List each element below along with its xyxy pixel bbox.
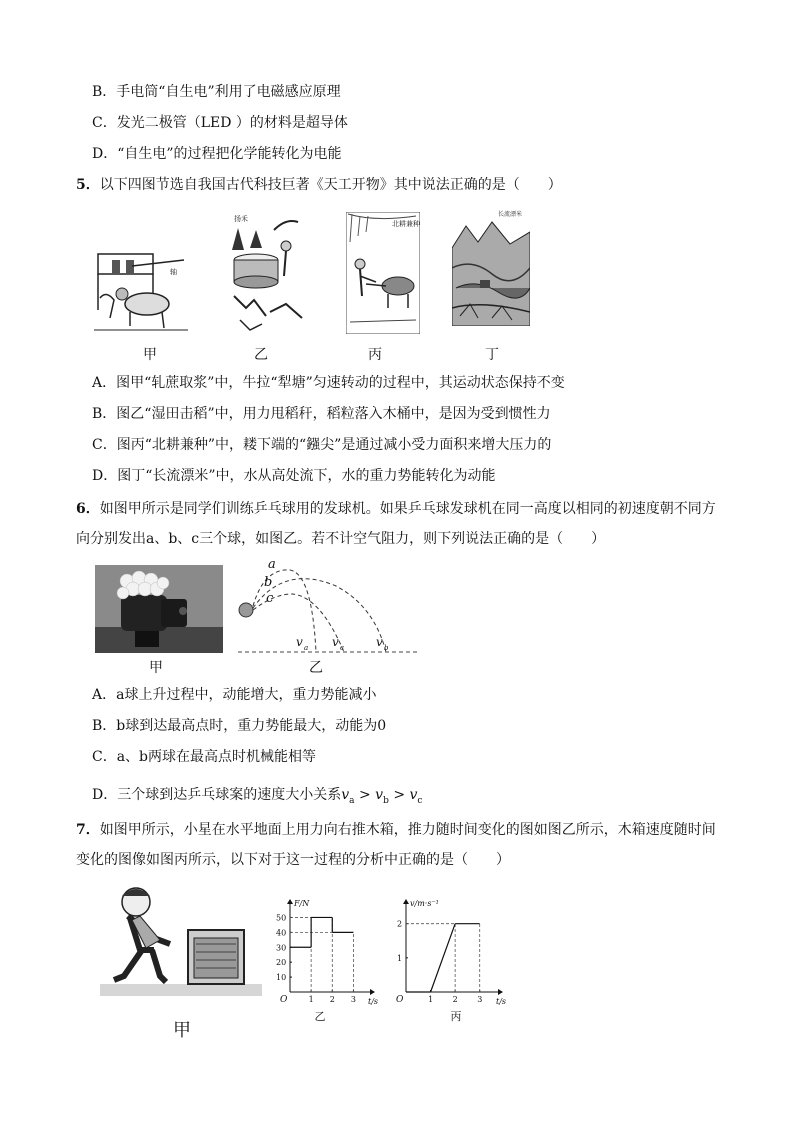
q6-stem-line2: 向分别发出a、b、c三个球，如图乙。若不计空气阻力，则下列说法正确的是（ ） xyxy=(76,531,606,547)
q6-d-op1: > xyxy=(358,787,371,803)
q5-figure-ding-title: 长流漂米 xyxy=(498,211,523,218)
velocity-graph-series-segment xyxy=(431,924,456,992)
q7-figure-yi-force-time-graph xyxy=(268,896,384,1008)
q5-option-d: D．图丁“长流漂米”中，水从高处流下，水的重力势能转化为动能 xyxy=(92,468,496,484)
force-graph-y-tick-label: 10 xyxy=(276,973,287,983)
q6-d-v3: v xyxy=(409,787,418,803)
force-graph-x-tick-label: 3 xyxy=(350,995,357,1004)
q5-number: 5． xyxy=(76,177,100,193)
q6-d-v2: v xyxy=(375,787,384,803)
q6-label-jia: 甲 xyxy=(149,660,163,676)
force-graph-y-tick-label: 40 xyxy=(276,928,287,938)
velocity-graph-x-label: t/s xyxy=(496,997,507,1006)
q4-option-c: C．发光二极管（LED ）的材料是超导体 xyxy=(92,115,348,131)
velocity-graph-x-tick-label: 2 xyxy=(452,995,458,1004)
trajectory-label-c: c xyxy=(266,591,274,606)
q6-d-sub1: a xyxy=(349,795,355,806)
q6-option-c: C．a、b两球在最高点时机械能相等 xyxy=(92,749,317,765)
q5-figure-ding xyxy=(452,208,530,326)
q6-option-d xyxy=(92,785,422,811)
q6-d-op2: > xyxy=(393,787,406,803)
velocity-subscript-a: a xyxy=(304,644,309,652)
q7-number: 7． xyxy=(76,822,100,838)
q7-label-bing: 丙 xyxy=(450,1010,462,1023)
q7-figure-bing-velocity-time-graph xyxy=(388,896,512,1008)
force-graph-x-tick-label: 1 xyxy=(308,995,314,1004)
q4-option-b: B．手电筒“自生电”利用了电磁感应原理 xyxy=(92,84,341,100)
velocity-symbol-c: v xyxy=(332,635,339,649)
q6-figure-yi-trajectories xyxy=(234,558,420,656)
q5-label-yi: 乙 xyxy=(254,347,268,363)
force-graph-y-tick-label: 20 xyxy=(276,958,287,968)
velocity-graph-y-label: v/m·s⁻¹ xyxy=(410,899,439,908)
velocity-graph-origin-label: O xyxy=(396,995,404,1005)
q6-number: 6． xyxy=(76,501,100,517)
q6-option-b: B．b球到达最高点时，重力势能最大，动能为0 xyxy=(92,718,387,734)
q5-label-jia: 甲 xyxy=(143,347,157,363)
q5-figure-bing xyxy=(346,212,420,334)
velocity-graph-x-tick-label: 1 xyxy=(428,995,434,1004)
force-graph-y-label: F/N xyxy=(294,899,310,908)
velocity-graph-y-arrow-icon xyxy=(403,899,409,904)
velocity-graph-y-tick-label: 1 xyxy=(397,953,403,963)
q5-stem xyxy=(76,175,562,195)
q4-option-d: D．“自生电”的过程把化学能转化为电能 xyxy=(92,146,342,162)
q6-option-a: A．a球上升过程中，动能增大，重力势能减小 xyxy=(92,687,377,703)
q7-stem-line1 xyxy=(76,820,716,840)
q7-stem-text-1: 如图甲所示，小星在水平地面上用力向右推木箱，推力随时间变化的图如图乙所示，木箱速度随时间 xyxy=(99,822,716,838)
q6-d-sub3: c xyxy=(417,795,423,806)
velocity-graph-x-arrow-icon xyxy=(498,989,503,995)
velocity-symbol-b: v xyxy=(376,635,383,649)
velocity-graph-y-tick-label: 2 xyxy=(397,919,403,929)
force-graph-x-arrow-icon xyxy=(370,989,375,995)
q5-option-a: A．图甲“轧蔗取浆”中，牛拉“犁塘”匀速转动的过程中，其运动状态保持不变 xyxy=(92,375,565,391)
trajectory-label-a: a xyxy=(268,558,276,572)
force-graph-x-tick-label: 2 xyxy=(329,995,335,1004)
velocity-graph-x-tick-label: 3 xyxy=(477,995,483,1004)
q5-stem-text: 以下四图节选自我国古代科技巨著《天工开物》其中说法正确的是（ ） xyxy=(99,177,562,193)
q5-label-bing: 丙 xyxy=(368,347,382,363)
q7-label-yi: 乙 xyxy=(314,1010,326,1023)
q7-stem-line2: 变化的图像如图丙所示，以下对于这一过程的分析中正确的是（ ） xyxy=(76,852,510,868)
force-graph-x-label: t/s xyxy=(368,997,379,1006)
trajectory-label-b: b xyxy=(264,575,273,590)
velocity-subscript-c: c xyxy=(340,644,344,652)
velocity-subscript-b: b xyxy=(384,644,389,652)
svg-text:轴: 轴 xyxy=(170,268,177,276)
q6-stem-line1 xyxy=(76,499,716,519)
q6-d-v1: v xyxy=(341,787,350,803)
force-graph-y-tick-label: 50 xyxy=(276,913,287,923)
q5-figure-bing-title: 北耕兼种 xyxy=(392,220,420,228)
q7-label-jia: 甲 xyxy=(173,1020,191,1041)
velocity-symbol-a: v xyxy=(296,635,303,649)
q7-figure-jia-boy-pushing xyxy=(100,884,262,1002)
force-graph-y-tick-label: 30 xyxy=(276,943,287,953)
q5-label-ding: 丁 xyxy=(485,347,499,363)
q5-option-c: C．图丙“北耕兼种”中，耧下端的“鏹尖”是通过减小受力面积来增大压力的 xyxy=(92,437,552,453)
q6-d-sub2: b xyxy=(383,795,389,806)
force-graph-origin-label: O xyxy=(280,995,288,1005)
q6-stem-text-1: 如图甲所示是同学们训练乒乓球用的发球机。如果乒乓球发球机在同一高度以相同的初速度朝不同方 xyxy=(99,501,716,517)
q6-label-yi: 乙 xyxy=(309,660,323,676)
force-graph-y-arrow-icon xyxy=(287,899,293,904)
q5-figure-jia xyxy=(92,240,190,336)
q5-option-b: B．图乙“湿田击稻”中，用力甩稻秆，稻粒落入木桶中，是因为受到惯性力 xyxy=(92,406,551,422)
q6-option-d-prefix: D．三个球到达乒乓球案的速度大小关系 xyxy=(92,787,342,803)
q5-figure-yi xyxy=(226,212,312,334)
q6-figure-jia-photo xyxy=(95,565,223,653)
q5-figure-yi-title: 扬禾 xyxy=(234,215,248,223)
